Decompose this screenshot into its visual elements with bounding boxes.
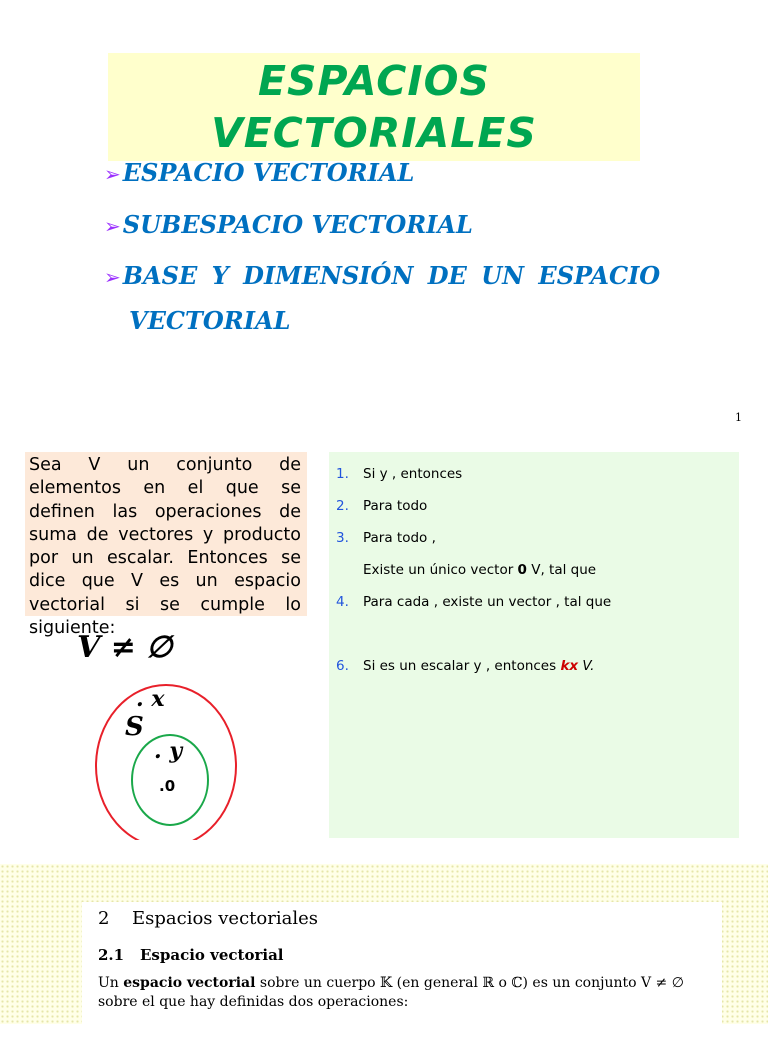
bullet-base-dimension-cont: VECTORIAL [129,306,291,335]
vector-x-label: . x [136,686,165,712]
title-line-1: ESPACIOS [257,57,491,105]
property-number: 1. [336,466,349,482]
zero-vector-label: .0 [159,777,176,795]
property-number: 6. [336,658,349,674]
section-title: Espacios vectoriales [132,908,318,929]
property-text: Para todo , [363,530,436,546]
property-text: V. [578,658,595,674]
subsection-title: Espacio vectorial [140,946,284,964]
properties-box [329,452,739,838]
property-text: Si es un escalar y , entonces [363,658,561,674]
para-bold-term: espacio vectorial [123,975,256,991]
arrow-bullet-icon: ➢ [104,162,121,186]
property-6 [336,658,594,674]
subset-s-label: S [125,712,144,742]
bullet-label: SUBESPACIO VECTORIAL [122,210,473,239]
property-number: 4. [336,594,349,610]
property-4 [336,594,611,610]
bullet-label: BASE Y DIMENSIÓN DE UN ESPACIO [122,261,661,290]
para-text: Un [98,975,124,991]
property-2 [336,498,427,514]
slide-definition [0,432,768,864]
page-number: 1 [735,411,742,424]
property-text: V, tal que [526,562,597,578]
title-box [108,53,640,161]
property-text: Existe un único vector [363,562,518,578]
property-number: 2. [336,498,349,514]
property-3 [336,530,436,546]
definition-paragraph [98,974,718,1012]
vector-y-label: . y [154,738,183,764]
property-1 [336,466,462,482]
set-nonempty-label: V ≠ ∅ [77,630,173,665]
definition-box: Sea V un conjunto de elementos en el que se definen las operaciones de suma de vectores y producto por un escalar. Entonces se dice que V es un espacio vectorial si se cumple lo siguiente: [25,452,307,616]
arrow-bullet-icon: ➢ [104,265,121,289]
property-text: Para todo [363,498,428,514]
property-3-cont [336,562,596,578]
property-text: Si y , entonces [363,466,463,482]
property-text: Para cada , existe un vector , tal que [363,594,612,610]
bullet-base-dimension [104,261,660,290]
bullet-label: ESPACIO VECTORIAL [122,158,415,187]
para-text: sobre un cuerpo 𝕂 (en general ℝ o ℂ) es un conjunto V ≠ ∅ sobre el que hay definidas dos operaciones: [98,975,684,1010]
section-number: 2 [98,908,110,929]
bullet-subespacio-vectorial [104,210,473,239]
property-number: 3. [336,530,349,546]
bullet-espacio-vectorial [104,158,414,187]
subsection-number: 2.1 [98,946,125,964]
kx-term: kx [560,658,579,674]
zero-vector-bold: 0 [517,562,527,578]
paper-page [82,902,722,1042]
slide-title [0,0,768,432]
section-heading [98,908,318,929]
title-line-2: VECTORIALES [211,109,537,157]
subsection-heading [98,946,284,964]
slide-paper-excerpt [0,864,768,1024]
arrow-bullet-icon: ➢ [104,214,121,238]
